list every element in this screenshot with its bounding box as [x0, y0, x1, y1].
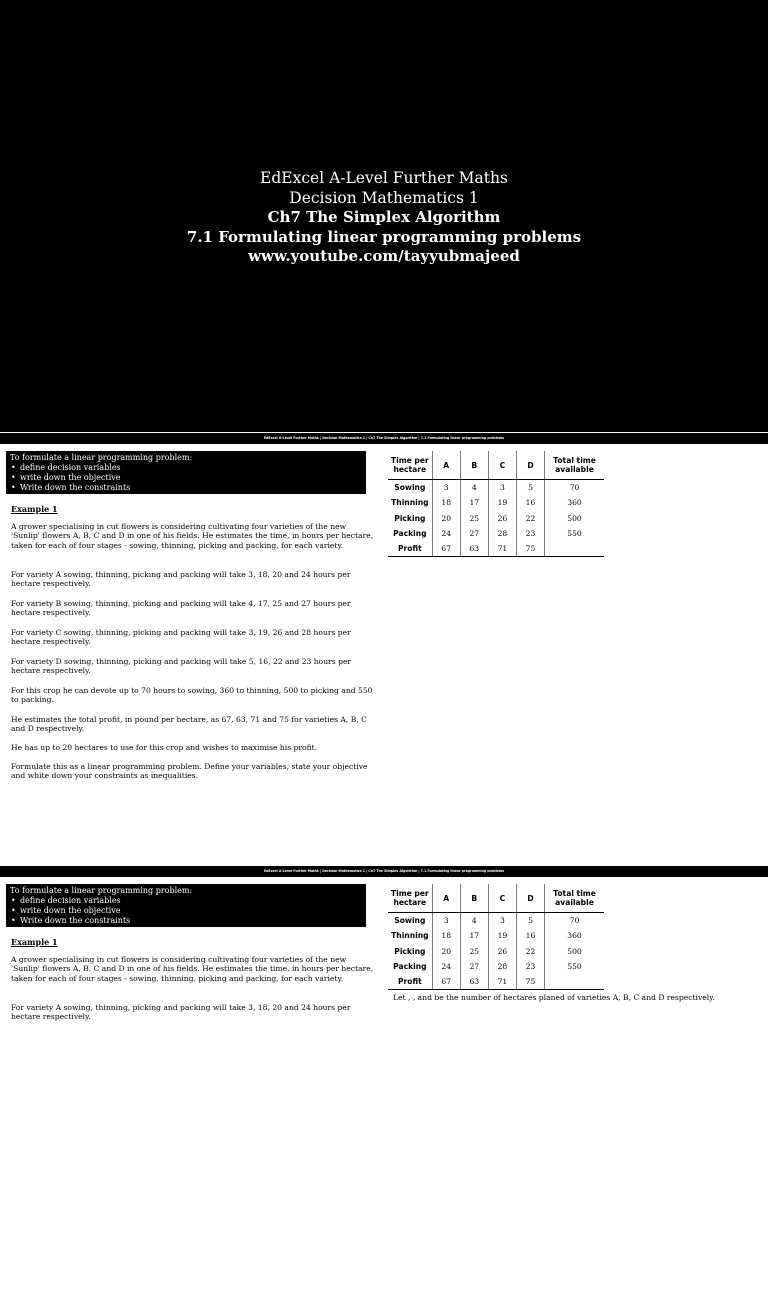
table-cell: 20 [432, 511, 460, 526]
table-cell: 75 [516, 541, 544, 557]
table-cell: 24 [432, 526, 460, 541]
row-label: Sowing [394, 916, 426, 926]
row-label: Thinning [391, 931, 429, 941]
column-header: C [488, 451, 516, 480]
row-label: Profit [388, 541, 432, 557]
table-cell: 63 [460, 541, 488, 557]
table-cell: 24 [432, 959, 460, 974]
total-cell: 550 [545, 526, 604, 541]
column-header: B [460, 884, 488, 913]
table-cell: 28 [488, 959, 516, 974]
table-header-row [388, 884, 604, 913]
table-cell: 71 [488, 541, 516, 557]
slide-header: EdExcel A-Level Further Maths | Decision Mathematics 1 | Ch7 The Simplex Algorithm | 7.1 Formulating linear programming problems [0, 866, 768, 877]
column-header: A [432, 451, 460, 480]
method-step: • define decision variables [10, 896, 362, 906]
method-box [6, 884, 366, 927]
slide-header: EdExcel A-Level Further Maths | Decision Mathematics 1 | Ch7 The Simplex Algorithm | 7.1 Formulating linear programming problems [0, 433, 768, 444]
example-heading: Example 1 [11, 504, 58, 514]
table-cell: 3 [432, 913, 460, 929]
table-cell: 3 [432, 480, 460, 496]
method-steps [10, 463, 362, 493]
table-cell: 4 [460, 480, 488, 496]
table-row [388, 974, 604, 990]
table-cell: 17 [460, 495, 488, 510]
example-paragraph: For variety C sowing, thinning, picking and packing will take 3, 19, 26 and 28 hours per hectare respectively. [11, 628, 351, 647]
table-cell: 5 [516, 480, 544, 496]
table-cell: 4 [460, 913, 488, 929]
example-paragraph: Formulate this as a linear programming problem. Define your variables, state your objective and white down your constraints as inequalities. [11, 762, 368, 781]
row-label: Picking [394, 513, 426, 523]
row-label: Picking [394, 946, 426, 956]
table-cell: 28 [488, 526, 516, 541]
table-row [388, 495, 604, 510]
table-cell: 16 [516, 495, 544, 510]
table-row [388, 541, 604, 557]
row-label: Packing [393, 529, 427, 539]
row-label: Sowing [394, 483, 426, 493]
total-cell: 500 [545, 511, 604, 526]
row-label: Packing [393, 962, 427, 972]
table-row [388, 944, 604, 959]
example-paragraph: For variety A sowing, thinning, picking and packing will take 3, 18, 20 and 24 hours per hectare respectively. [11, 1003, 351, 1022]
table-row [388, 913, 604, 929]
table-row [388, 526, 604, 541]
slide-3 [0, 866, 768, 1298]
table-cell: 26 [488, 511, 516, 526]
method-intro: To formulate a linear programming problem: [10, 453, 193, 462]
table-header-row [388, 451, 604, 480]
total-cell [545, 541, 604, 557]
let-statement: Let , , and be the number of hectares planed of varieties A, B, C and D respectively. [393, 993, 715, 1002]
table-row [388, 928, 604, 943]
channel-url: www.youtube.com/tayyubmajeed [248, 247, 520, 265]
column-header: A [432, 884, 460, 913]
table-cell: 67 [432, 974, 460, 990]
total-header: Total time available [545, 884, 604, 913]
column-header: B [460, 451, 488, 480]
table-cell: 23 [516, 526, 544, 541]
total-cell: 360 [545, 928, 604, 943]
table-cell: 26 [488, 944, 516, 959]
table-cell: 27 [460, 526, 488, 541]
table-cell: 25 [460, 944, 488, 959]
title-slide [0, 0, 768, 432]
title-block [0, 169, 768, 267]
total-header: Total time available [545, 451, 604, 480]
table-cell: 20 [432, 944, 460, 959]
method-box [6, 451, 366, 494]
method-steps [10, 896, 362, 926]
method-intro: To formulate a linear programming problem: [10, 886, 193, 895]
table-cell: 18 [432, 495, 460, 510]
row-label: Thinning [391, 498, 429, 508]
example-heading: Example 1 [11, 937, 58, 947]
table-cell: 75 [516, 974, 544, 990]
table-cell: 19 [488, 495, 516, 510]
table-cell: 71 [488, 974, 516, 990]
total-cell: 360 [545, 495, 604, 510]
table-corner-header: Time per hectare [388, 451, 432, 480]
example-paragraph: A grower specialising in cut flowers is considering cultivating four varieties of the new 'Sunlip' flowers A, B, C and D in one of his fields. He estimates the time, in hours per hectare, taken for each of four stages - sowing, thinning, picking and packing, for each variety. [11, 522, 374, 550]
table-row [388, 959, 604, 974]
section-title: 7.1 Formulating linear programming problems [186, 227, 582, 246]
example-paragraph: For variety D sowing, thinning, picking and packing will take 5, 16, 22 and 23 hours per hectare respectively. [11, 657, 352, 676]
total-cell [545, 974, 604, 990]
table-cell: 23 [516, 959, 544, 974]
total-cell: 70 [545, 480, 604, 496]
method-step: • Write down the constraints [10, 916, 362, 926]
total-cell: 550 [545, 959, 604, 974]
example-paragraph: A grower specialising in cut flowers is considering cultivating four varieties of the new 'Sunlip' flowers A, B, C and D in one of his fields. He estimates the time, in hours per hectare, taken for each of four stages - sowing, thinning, picking and packing, for each variety. [11, 955, 374, 983]
table-cell: 67 [432, 541, 460, 557]
data-table [388, 884, 604, 990]
table-cell: 22 [516, 944, 544, 959]
table-cell: 16 [516, 928, 544, 943]
column-header: D [516, 884, 544, 913]
method-step: • write down the objective [10, 906, 362, 916]
example-paragraph: He estimates the total profit, in pound per hectare, as 67, 63, 71 and 75 for varieties A, B, C and D respectively. [11, 715, 367, 734]
module-title: Decision Mathematics 1 [289, 188, 479, 207]
table-cell: 17 [460, 928, 488, 943]
chapter-title: Ch7 The Simplex Algorithm [267, 208, 501, 226]
table-row [388, 480, 604, 496]
column-header: D [516, 451, 544, 480]
table-cell: 3 [488, 480, 516, 496]
example-paragraph: For variety B sowing, thinning, picking and packing will take 4, 17, 25 and 27 hours per hectare respectively. [11, 599, 351, 618]
table-corner-header: Time per hectare [388, 884, 432, 913]
table-cell: 18 [432, 928, 460, 943]
method-step: • Write down the constraints [10, 483, 362, 493]
table-row [388, 511, 604, 526]
example-paragraph: For variety A sowing, thinning, picking and packing will take 3, 18, 20 and 24 hours per hectare respectively. [11, 570, 351, 589]
method-step: • write down the objective [10, 473, 362, 483]
table-cell: 27 [460, 959, 488, 974]
table-cell: 25 [460, 511, 488, 526]
example-paragraph: He has up to 20 hectares to use for this crop and wishes to maximise his profit. [11, 743, 318, 752]
example-paragraph: For this crop he can devote up to 70 hours to sowing, 360 to thinning, 500 to picking and 550 to packing. [11, 686, 373, 705]
table-cell: 22 [516, 511, 544, 526]
row-label: Profit [388, 974, 432, 990]
total-cell: 500 [545, 944, 604, 959]
column-header: C [488, 884, 516, 913]
table-cell: 5 [516, 913, 544, 929]
slide-2 [0, 433, 768, 865]
table-cell: 19 [488, 928, 516, 943]
table-cell: 63 [460, 974, 488, 990]
table-cell: 3 [488, 913, 516, 929]
data-table [388, 451, 604, 557]
total-cell: 70 [545, 913, 604, 929]
method-step: • define decision variables [10, 463, 362, 473]
course-title: EdExcel A-Level Further Maths [260, 169, 508, 187]
